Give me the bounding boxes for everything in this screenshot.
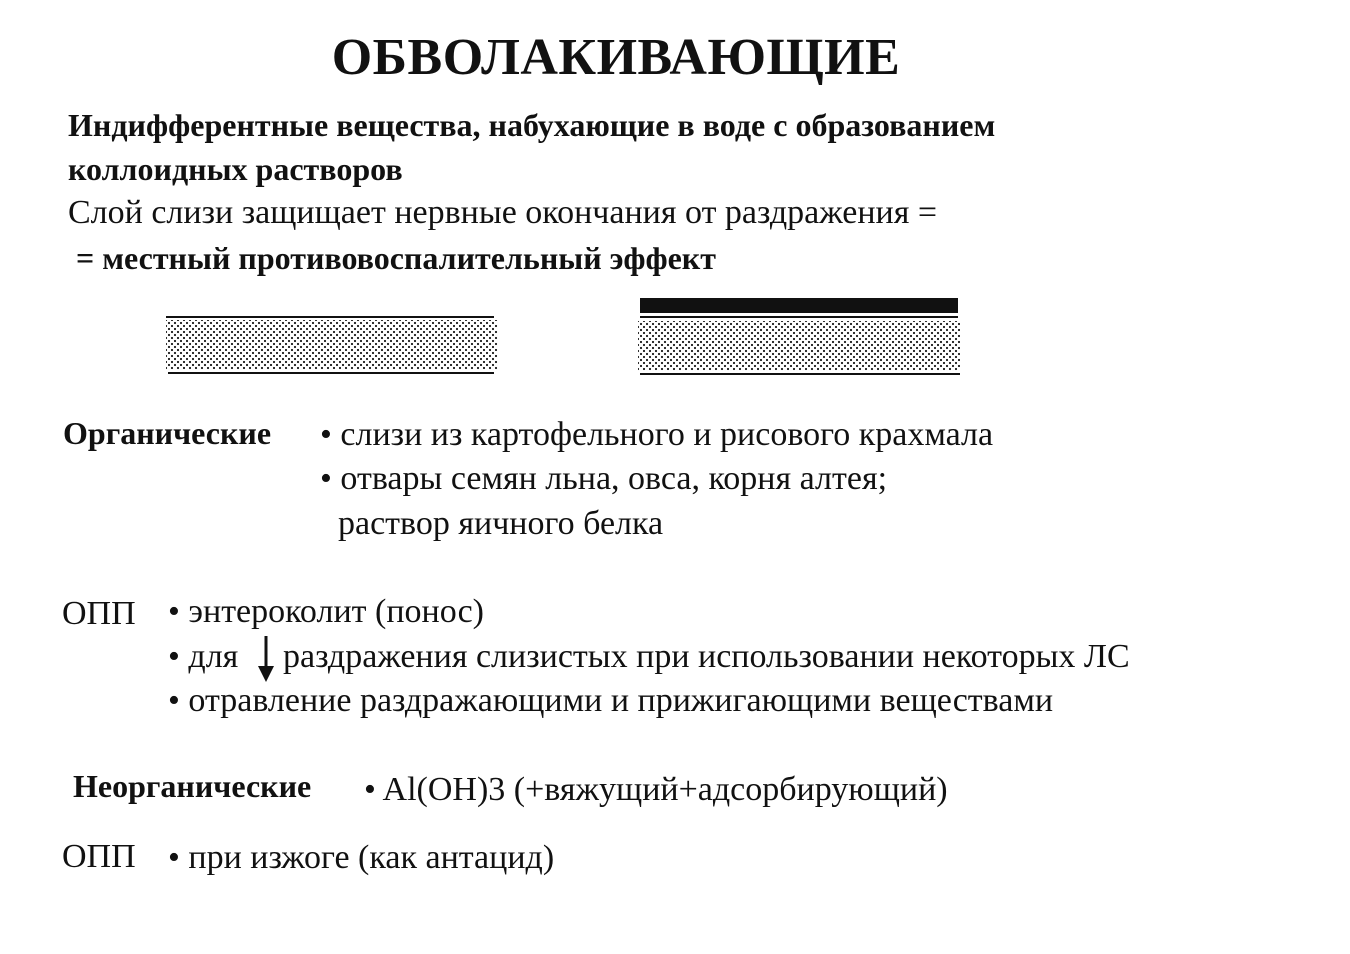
mucosa-top-edge <box>166 316 494 318</box>
organic-item-1: • слизи из картофельного и рисового крахмала <box>320 416 993 454</box>
organic-item-2-continuation: раствор яичного белка <box>338 505 664 542</box>
opp1-item-2-prefix: • для <box>168 638 238 676</box>
arrow-down-icon <box>257 636 275 682</box>
coated-mucosa-bottom-edge <box>640 373 960 375</box>
intro-line-1: Индифферентные вещества, набухающие в воде с образованием <box>68 107 996 143</box>
mucosa-layer <box>166 320 498 370</box>
organic-item-2: • отвары семян льна, овса, корня алтея; <box>320 460 887 498</box>
coated-mucosa-layer <box>638 321 960 371</box>
intro-line-4: = местный противовоспалительный эффект <box>76 240 716 276</box>
intro-line-3: Слой слизи защищает нервные окончания от раздражения = <box>68 194 938 231</box>
opp1-item-3: • отравление раздражающими и прижигающими веществами <box>168 682 1053 720</box>
page-title: ОБВОЛАКИВАЮЩИЕ <box>331 29 901 86</box>
opp-label-1: ОПП <box>62 595 136 632</box>
organic-label: Органические <box>63 415 272 451</box>
coated-mucosa-top-edge <box>640 316 958 318</box>
opp-label-2: ОПП <box>62 838 136 875</box>
opp2-item-1: • при изжоге (как антацид) <box>168 839 554 877</box>
mucus-coating-layer <box>640 298 958 313</box>
intro-line-2: коллоидных растворов <box>68 151 403 187</box>
mucosa-bottom-edge <box>168 372 494 374</box>
inorganic-label: Неорганические <box>73 768 312 804</box>
inorganic-item-1: • Al(OH)3 (+вяжущий+адсорбирующий) <box>364 771 948 809</box>
opp1-item-1: • энтероколит (понос) <box>168 593 484 631</box>
opp1-item-2-text: раздражения слизистых при использовании некоторых ЛС <box>283 638 1130 675</box>
